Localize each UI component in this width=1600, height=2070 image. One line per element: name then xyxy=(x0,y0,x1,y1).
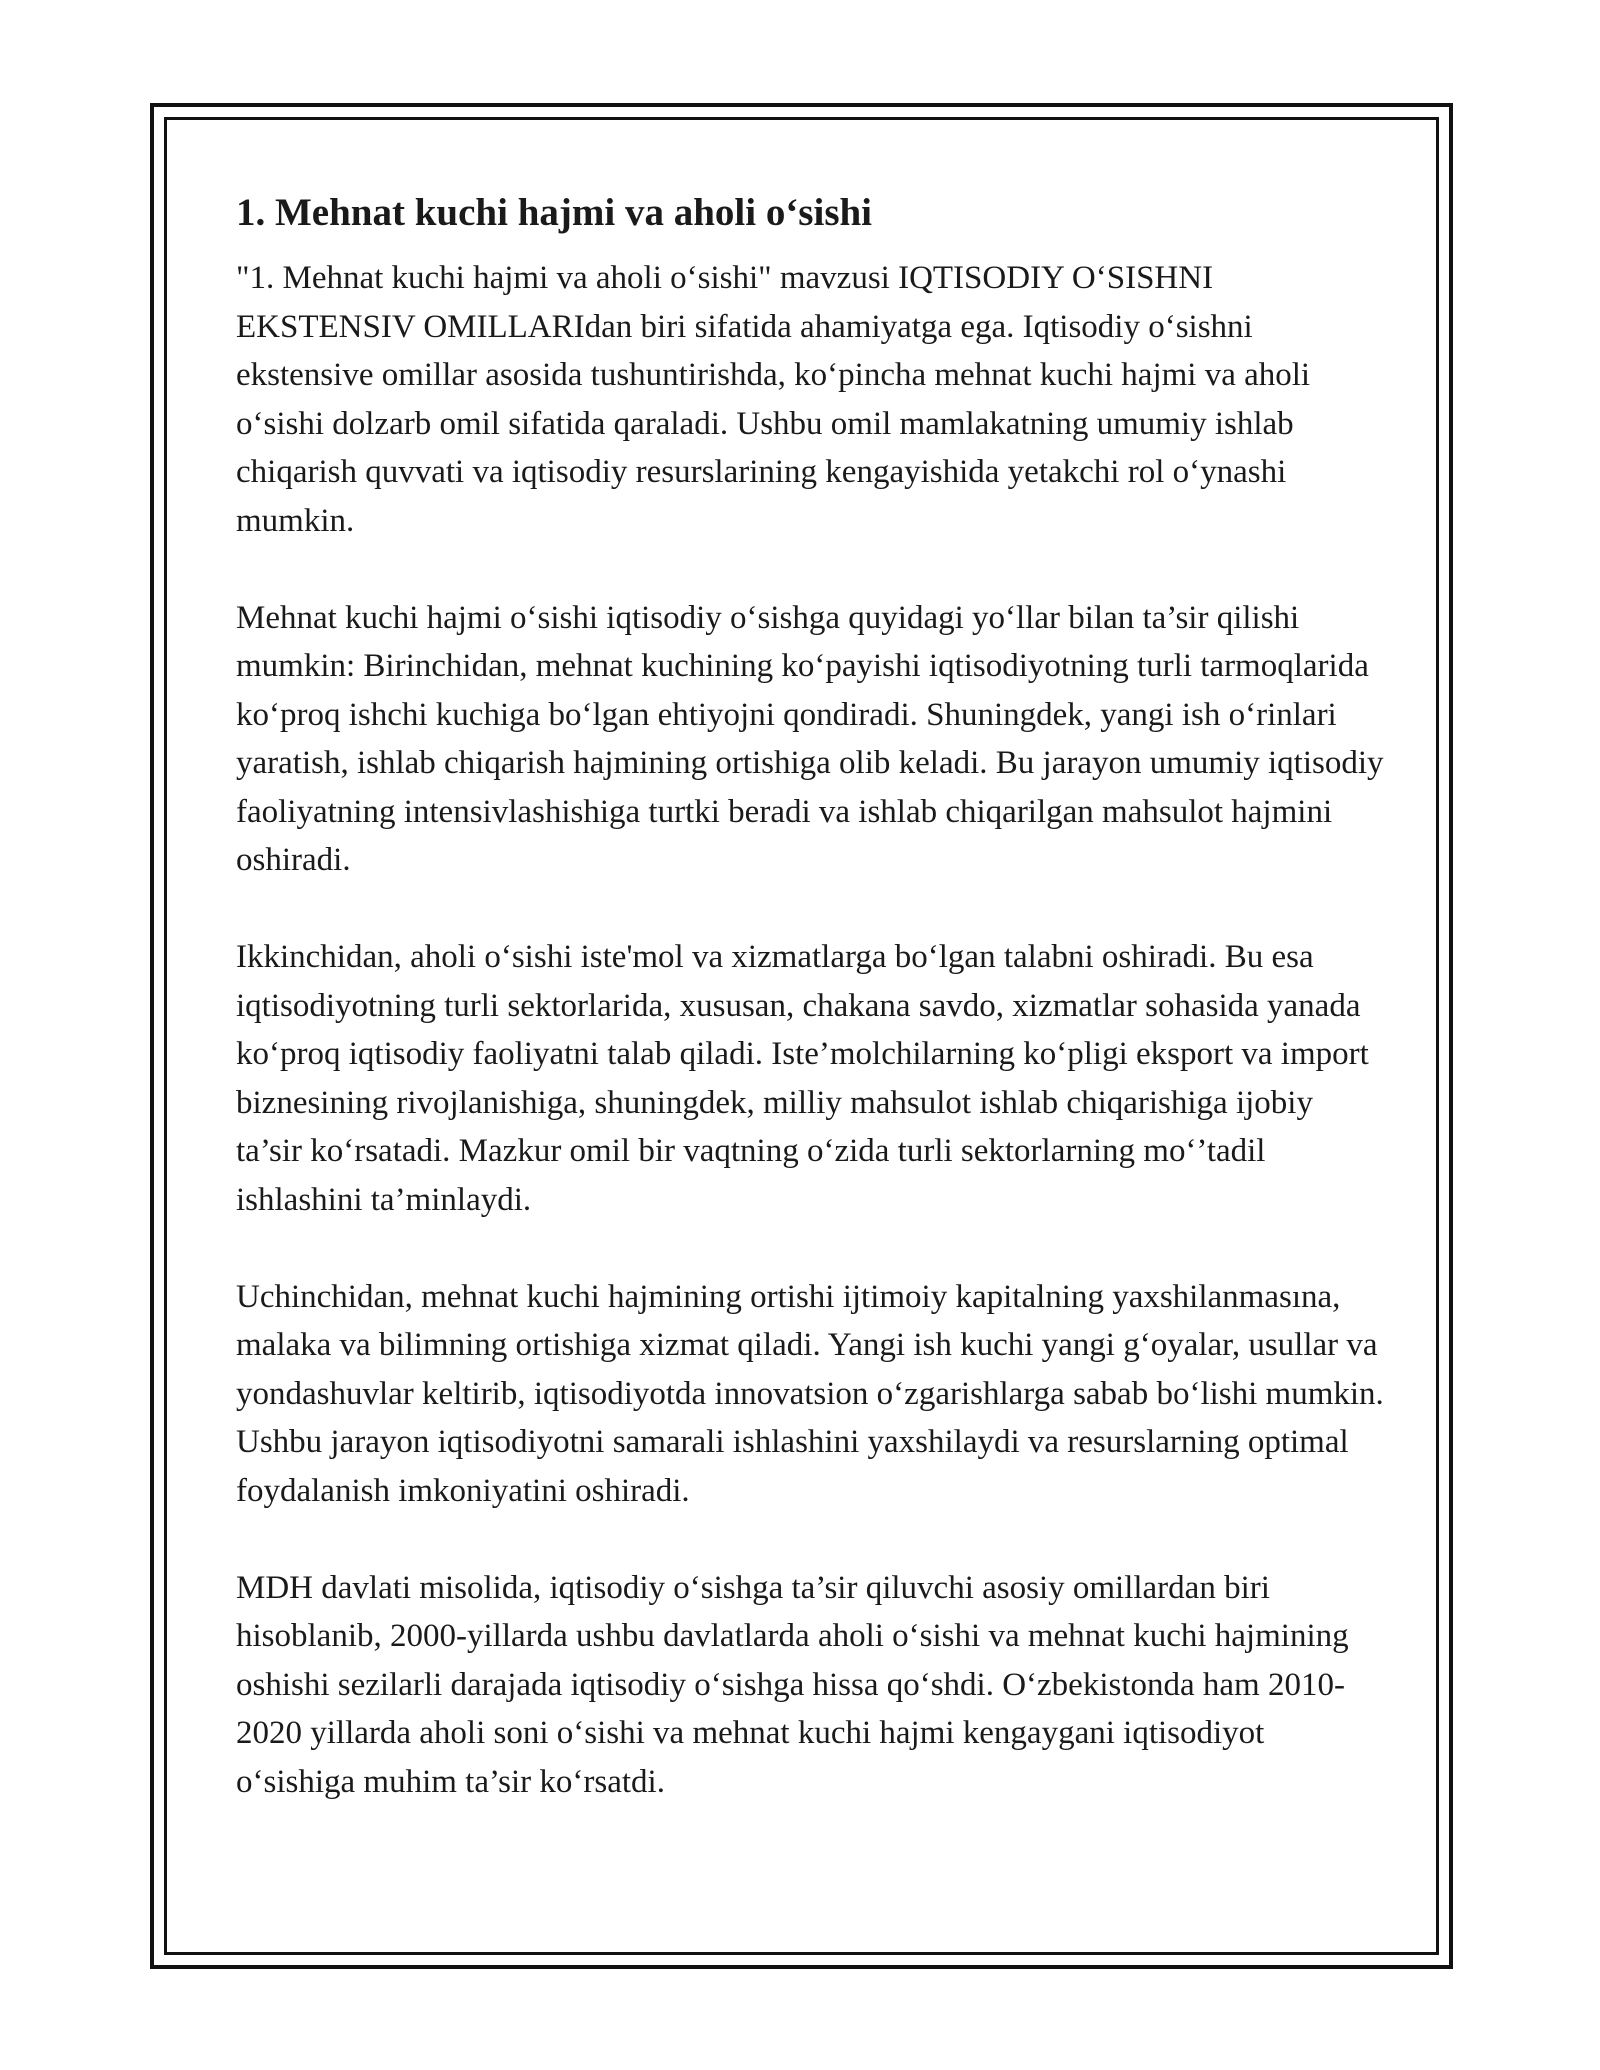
paragraph-3: Ikkinchidan, aholi o‘sishi iste'mol va xizmatlarga bo‘lgan talabni oshiradi. Bu esa iqtisodiyotning turli sektorlarida, xususan, chakana savdo, xizmatlar sohasida yanada ko‘proq iqtisodiy faoliyatni talab qiladi. Iste’molchilarning ko‘pligi eksport va import biznesining rivojlanishiga, shuningdek, milliy mahsulot ishlab chiqarishiga ijobiy ta’sir ko‘rsatadi. Mazkur omil bir vaqtning o‘zida turli sektorlarning mo‘’tadil ishlashini ta’minlaydi. xyxy=(236,939,1369,1218)
paragraph-1: "1. Mehnat kuchi hajmi va aholi o‘sishi" mavzusi IQTISODIY O‘SISHNI EKSTENSIV OMILLARIdan biri sifatida ahamiyatga ega. Iqtisodiy o‘sishni ekstensive omillar asosida tushuntirishda, ko‘pincha mehnat kuchi hajmi va aholi o‘sishi dolzarb omil sifatida qaraladi. Ushbu omil mamlakatning umumiy ishlab chiqarish quvvati va iqtisodiy resurslarining kengayishida yetakchi rol o‘ynashi mumkin. xyxy=(236,260,1311,539)
document-body xyxy=(236,186,1386,1855)
paragraph-4: Uchinchidan, mehnat kuchi hajmining ortishi ijtimoiy kapitalning yaxshilanmasına, malaka va bilimning ortishiga xizmat qiladi. Yangi ish kuchi yangi g‘oyalar, usullar va yondashuvlar keltirib, iqtisodiyotda innovatsion o‘zgarishlarga sabab bo‘lishi mumkin. Ushbu jarayon iqtisodiyotni samarali ishlashini yaxshilaydi va resurslarning optimal foydalanish imkoniyatini oshiradi. xyxy=(236,1278,1384,1509)
document-title: 1. Mehnat kuchi hajmi va aholi o‘sishi xyxy=(236,191,873,234)
paragraph-5: MDH davlati misolida, iqtisodiy o‘sishga ta’sir qiluvchi asosiy omillardan biri hisoblanib, 2000-yillarda ushbu davlatlarda aholi o‘sishi va mehnat kuchi hajmining oshishi sezilarli darajada iqtisodiy o‘sishga hissa qo‘shdi. O‘zbekistonda ham 2010-2020 yillarda aholi soni o‘sishi va mehnat kuchi hajmi kengaygani iqtisodiyot o‘sishiga muhim ta’sir ko‘rsatdi. xyxy=(236,1569,1349,1800)
paragraph-2: Mehnat kuchi hajmi o‘sishi iqtisodiy o‘sishga quyidagi yo‘llar bilan ta’sir qilishi mumkin: Birinchidan, mehnat kuchining ko‘payishi iqtisodiyotning turli tarmoqlarida ko‘proq ishchi kuchiga bo‘lgan ehtiyojni qondiradi. Shuningdek, yangi ish o‘rinlari yaratish, ishlab chiqarish hajmining ortishiga olib keladi. Bu jarayon umumiy iqtisodiy faoliyatning intensivlashishiga turtki beradi va ishlab chiqarilgan mahsulot hajmini oshiradi. xyxy=(236,599,1384,878)
